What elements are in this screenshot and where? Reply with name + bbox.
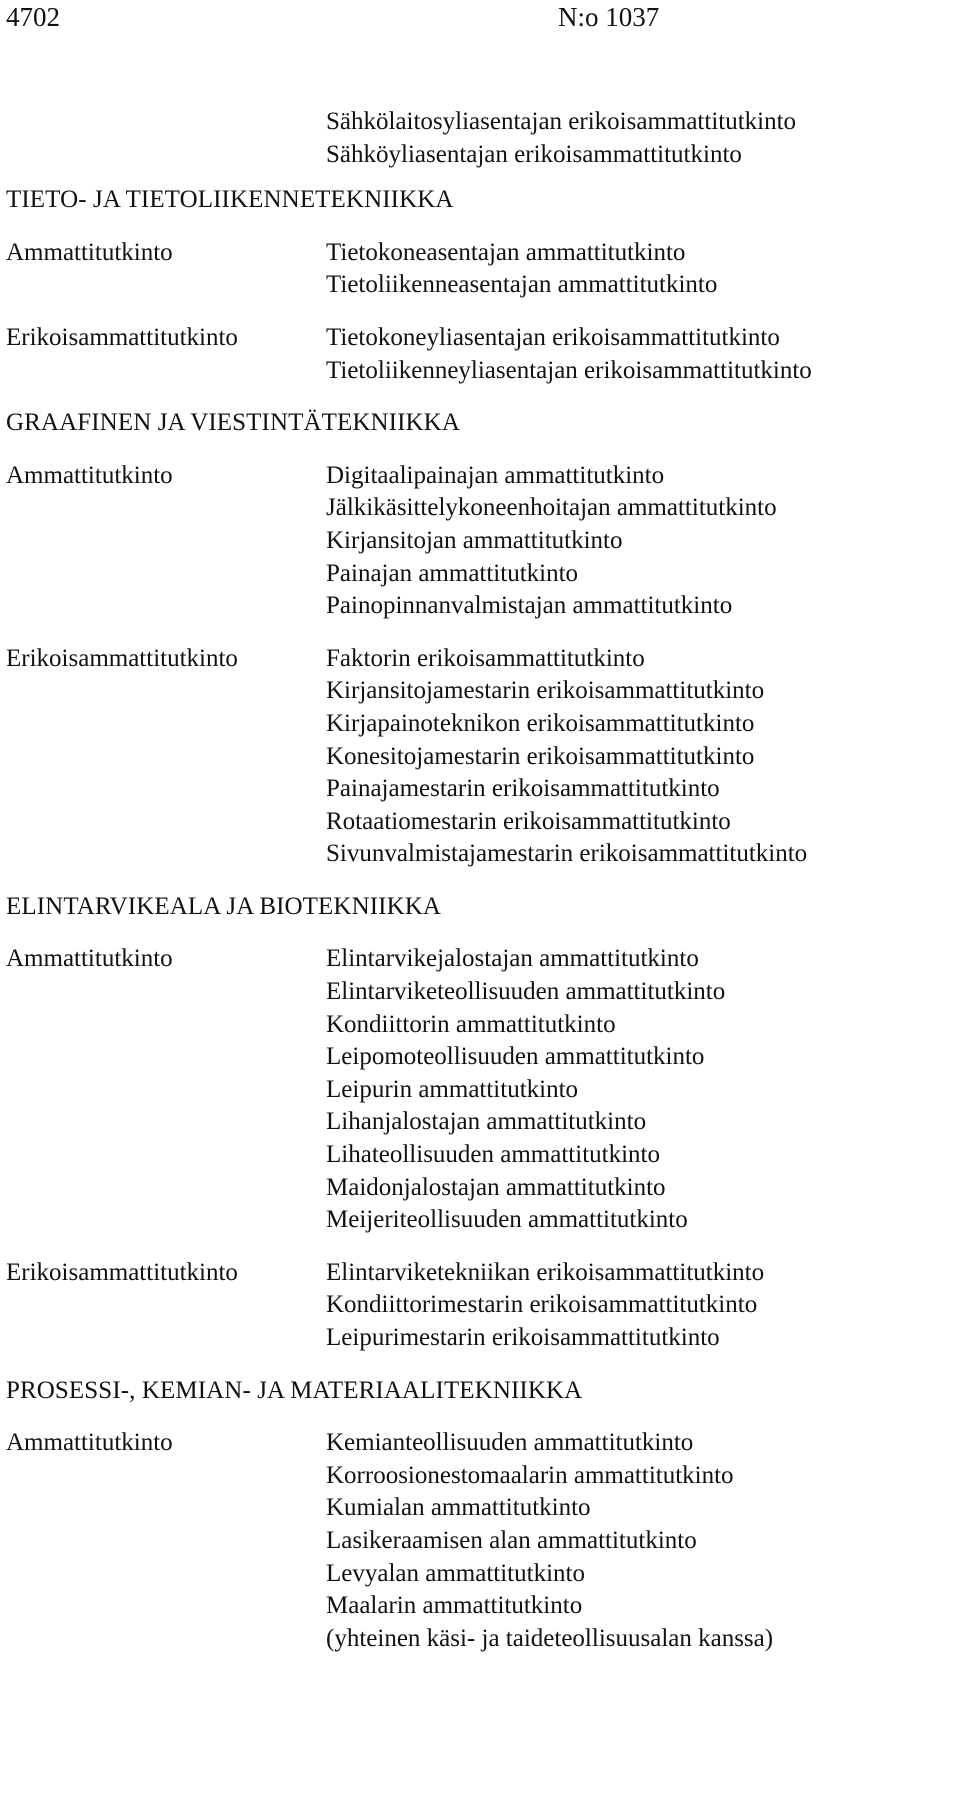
qualification-item: Leipurin ammattitutkinto xyxy=(326,1075,579,1103)
qualification-item: Maalarin ammattitutkinto xyxy=(326,1592,583,1620)
qualification-item: Elintarvikejalostajan ammattitutkinto xyxy=(326,945,699,973)
qualification-item: Tietoliikenneyliasentajan erikoisammattitutkinto xyxy=(326,356,812,384)
group-items xyxy=(326,943,950,1236)
qualification-item: Kirjansitojamestarin erikoisammattitutkinto xyxy=(326,677,765,705)
qualification-item: Faktorin erikoisammattitutkinto xyxy=(326,644,645,672)
qualification-item: Elintarviketekniikan erikoisammattitutkinto xyxy=(326,1258,765,1286)
qualification-group xyxy=(6,643,950,871)
qualification-item: Kondiittorin ammattitutkinto xyxy=(326,1010,616,1038)
qualification-item: Kirjapainoteknikon erikoisammattitutkinto xyxy=(326,709,755,737)
group-label: Ammattitutkinto xyxy=(6,1429,173,1457)
section-heading: GRAAFINEN JA VIESTINTÄTEKNIIKKA xyxy=(6,409,460,437)
qualification-item: Painajamestarin erikoisammattitutkinto xyxy=(326,775,720,803)
qualification-item: Lihateollisuuden ammattitutkinto xyxy=(326,1141,660,1169)
qualification-item: Kemianteollisuuden ammattitutkinto xyxy=(326,1429,694,1457)
qualification-group xyxy=(6,943,950,1236)
qualification-item: Kirjansitojan ammattitutkinto xyxy=(326,526,623,554)
page-number: 4702 xyxy=(6,2,60,32)
group-items xyxy=(326,460,950,623)
qualification-group xyxy=(6,1257,950,1355)
group-label: Erikoisammattitutkinto xyxy=(6,1258,238,1286)
qualification-item: Painopinnanvalmistajan ammattitutkinto xyxy=(326,592,733,620)
page-header xyxy=(6,0,950,34)
intro-list xyxy=(326,106,950,171)
qualification-item: Lasikeraamisen alan ammattitutkinto xyxy=(326,1526,697,1554)
document-number: N:o 1037 xyxy=(558,2,660,32)
group-label: Ammattitutkinto xyxy=(6,461,173,489)
qualification-item: Konesitojamestarin erikoisammattitutkinto xyxy=(326,742,755,770)
qualification-item: Sähkölaitosyliasentajan erikoisammattitutkinto xyxy=(326,108,797,135)
qualification-item: Leipomoteollisuuden ammattitutkinto xyxy=(326,1043,705,1071)
group-items xyxy=(326,322,950,387)
qualification-item: Digitaalipainajan ammattitutkinto xyxy=(326,461,665,489)
section-heading: ELINTARVIKEALA JA BIOTEKNIIKKA xyxy=(6,892,442,920)
qualification-item: Meijeriteollisuuden ammattitutkinto xyxy=(326,1206,688,1234)
qualification-item: Jälkikäsittelykoneenhoitajan ammattitutkinto xyxy=(326,494,777,522)
qualification-group xyxy=(6,237,950,302)
section-graafinen-ja-viestintatekniikka xyxy=(6,407,950,871)
qualification-item: Lihanjalostajan ammattitutkinto xyxy=(326,1108,647,1136)
qualification-item: Painajan ammattitutkinto xyxy=(326,559,579,587)
group-label: Erikoisammattitutkinto xyxy=(6,323,238,351)
group-items xyxy=(326,1257,950,1355)
qualification-item: Tietoliikenneasentajan ammattitutkinto xyxy=(326,271,718,299)
group-items xyxy=(326,643,950,871)
qualification-item: Sivunvalmistajamestarin erikoisammattitutkinto xyxy=(326,840,808,868)
group-label: Ammattitutkinto xyxy=(6,238,173,266)
qualification-group xyxy=(6,322,950,387)
group-label: Ammattitutkinto xyxy=(6,945,173,973)
section-heading: TIETO- JA TIETOLIIKENNETEKNIIKKA xyxy=(6,186,454,214)
qualification-item: Sähköyliasentajan erikoisammattitutkinto xyxy=(326,140,742,168)
qualification-item: Elintarviketeollisuuden ammattitutkinto xyxy=(326,978,726,1006)
qualification-item: Tietokoneasentajan ammattitutkinto xyxy=(326,238,686,266)
section-tieto-ja-tietoliikennetekniikka xyxy=(6,184,950,387)
qualification-group xyxy=(6,460,950,623)
group-label: Erikoisammattitutkinto xyxy=(6,644,238,672)
qualification-item: Levyalan ammattitutkinto xyxy=(326,1559,585,1587)
qualification-item: (yhteinen käsi- ja taideteollisuusalan kanssa) xyxy=(326,1624,774,1652)
section-elintarvikeala-ja-biotekniikka xyxy=(6,891,950,1355)
section-prosessi-kemian-ja-materiaalitekniikka xyxy=(6,1375,950,1656)
group-items xyxy=(326,1427,950,1655)
qualification-item: Maidonjalostajan ammattitutkinto xyxy=(326,1173,666,1201)
qualification-item: Rotaatiomestarin erikoisammattitutkinto xyxy=(326,807,731,835)
qualification-item: Kondiittorimestarin erikoisammattitutkinto xyxy=(326,1291,758,1319)
qualification-item: Korroosionestomaalarin ammattitutkinto xyxy=(326,1461,734,1489)
qualification-item: Tietokoneyliasentajan erikoisammattitutkinto xyxy=(326,323,780,351)
qualification-item: Leipurimestarin erikoisammattitutkinto xyxy=(326,1324,720,1351)
qualification-item: Kumialan ammattitutkinto xyxy=(326,1494,591,1522)
section-heading: PROSESSI-, KEMIAN- JA MATERIAALITEKNIIKKA xyxy=(6,1376,583,1404)
group-items xyxy=(326,237,950,302)
qualification-group xyxy=(6,1427,950,1655)
